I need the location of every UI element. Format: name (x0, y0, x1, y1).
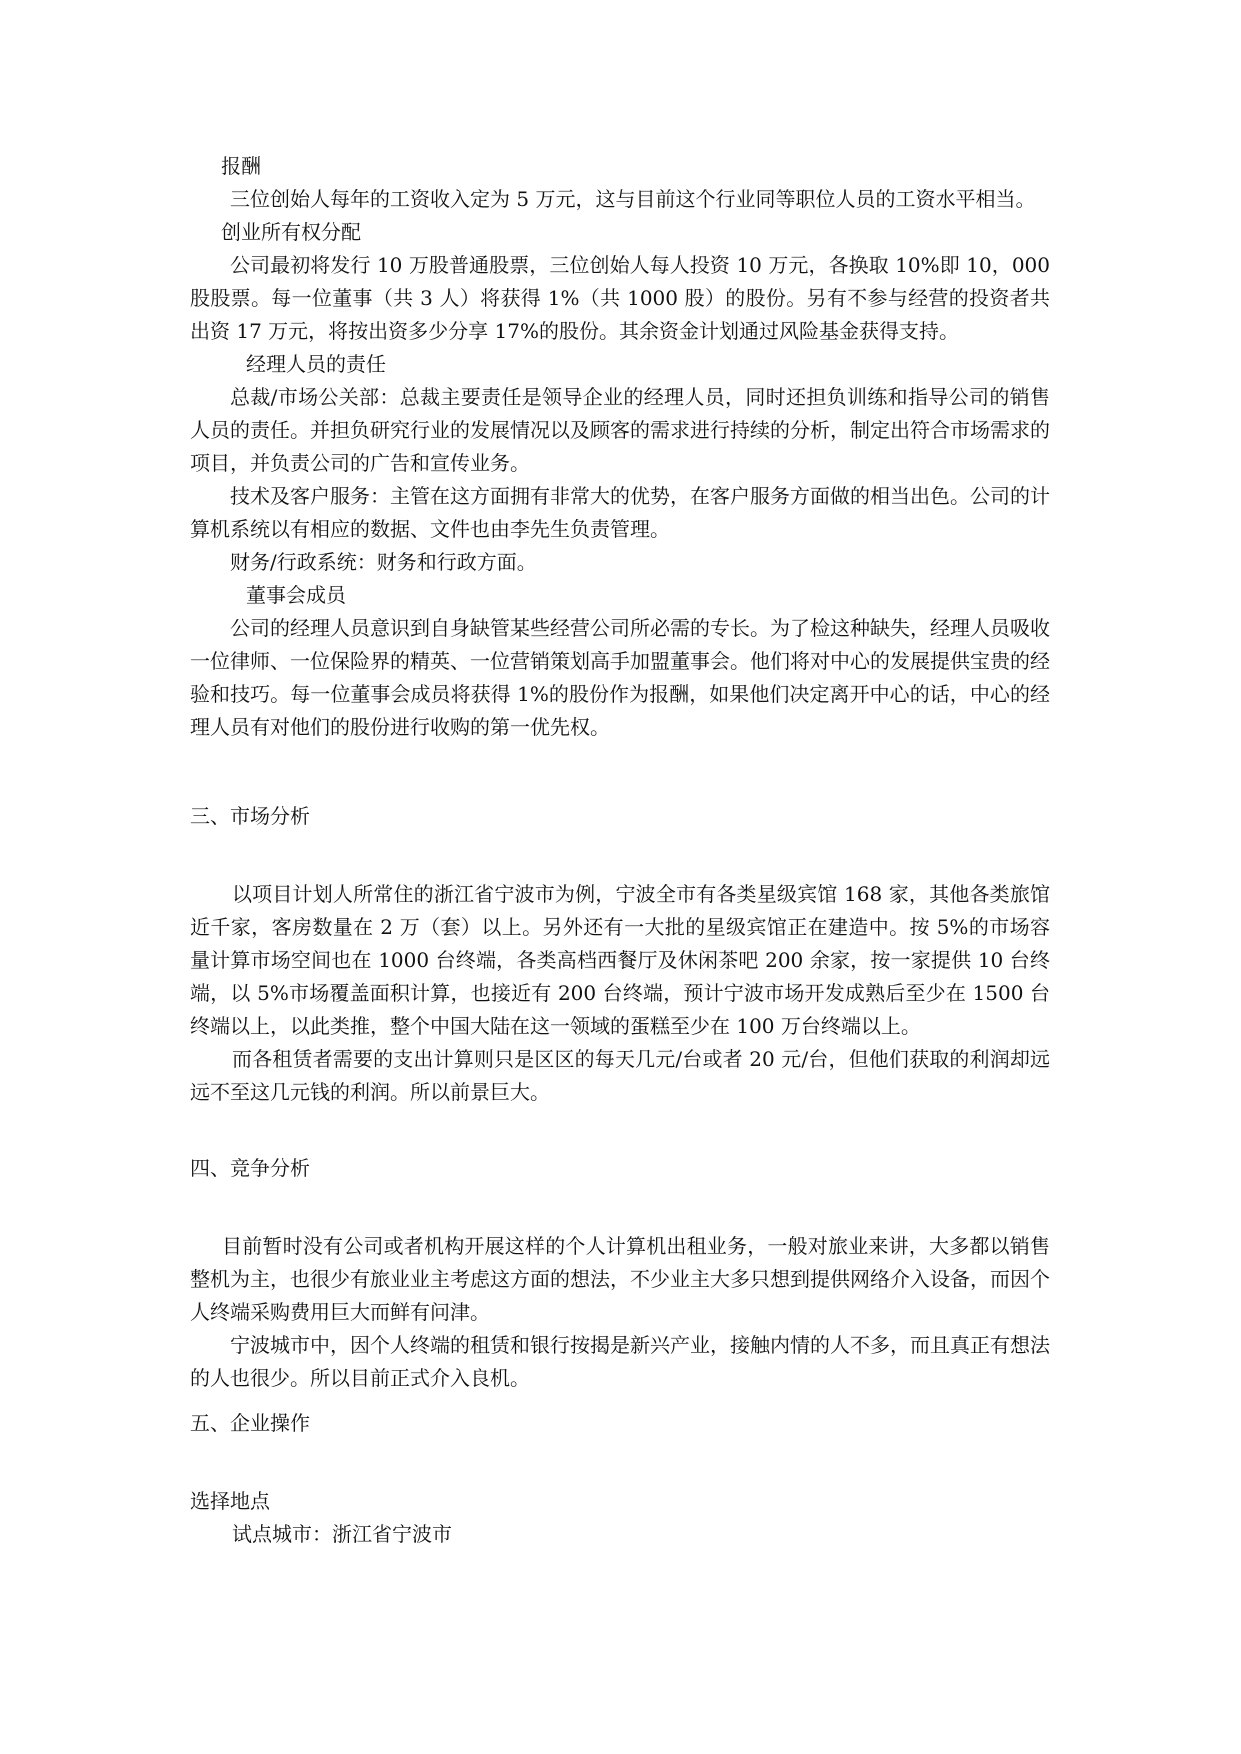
paragraph-market-1: 以项目计划人所常住的浙江省宁波市为例，宁波全市有各类星级宾馆 168 家，其他各类旅馆近千家，客房数量在 2 万（套）以上。另外还有一大批的星级宾馆正在建造中。按 5%的市场容量计算市场空间也在 1000 台终端，各类高档西餐厅及休闲茶吧 200 余家，按一家提供 10 台终端，以 5%市场覆盖面积计算，也接近有 200 台终端，预计宁波市场开发成熟后至少在 1500 台终端以上，以此类推，整个中国大陆在这一领域的蛋糕至少在 100 万台终端以上。 (190, 882, 1050, 1038)
competition-section (190, 1152, 1050, 1185)
paragraph-compensation: 三位创始人每年的工资收入定为 5 万元，这与目前这个行业同等职位人员的工资水平相当。 (230, 187, 1036, 211)
section-title-competition: 四、竞争分析 (190, 1156, 310, 1180)
heading-compensation: 报酬 (221, 154, 261, 178)
competition-body (190, 1230, 1050, 1395)
section-title-market: 三、市场分析 (190, 804, 310, 828)
paragraph-competition-1: 目前暂时没有公司或者机构开展这样的个人计算机出租业务，一般对旅业来讲，大多都以销售整机为主，也很少有旅业业主考虑这方面的想法，不少业主大多只想到提供网络介入设备，而因个人终端采购费用巨大而鲜有问津。 (190, 1234, 1050, 1324)
heading-location: 选择地点 (190, 1489, 270, 1513)
paragraph-finance: 财务/行政系统：财务和行政方面。 (230, 550, 537, 574)
operations-section (190, 1407, 1050, 1440)
paragraph-market-2: 而各租赁者需要的支出计算则只是区区的每天几元/台或者 20 元/台，但他们获取的利润却远远不至这几元钱的利润。所以前景巨大。 (190, 1047, 1050, 1104)
heading-board: 董事会成员 (246, 583, 346, 607)
heading-manager-duties: 经理人员的责任 (246, 352, 386, 376)
paragraph-competition-2: 宁波城市中，因个人终端的租赁和银行按揭是新兴产业，接触内情的人不多，而且真正有想法的人也很少。所以目前正式介入良机。 (190, 1333, 1050, 1390)
section-title-operations: 五、企业操作 (190, 1411, 310, 1435)
paragraph-ownership: 公司最初将发行 10 万股普通股票，三位创始人每人投资 10 万元，各换取 10%即 10，000 股股票。每一位董事（共 3 人）将获得 1%（共 1000 股）的股份。另有不参与经营的投资者共出资 17 万元，将按出资多少分享 17%的股份。其余资金计划通过风险基金获得支持。 (190, 253, 1050, 343)
market-analysis-body (190, 878, 1050, 1109)
paragraph-tech-service: 技术及客户服务：主管在这方面拥有非常大的优势，在客户服务方面做的相当出色。公司的计算机系统以有相应的数据、文件也由李先生负责管理。 (190, 484, 1050, 541)
paragraph-president: 总裁/市场公关部：总裁主要责任是领导企业的经理人员，同时还担负训练和指导公司的销售人员的责任。并担负研究行业的发展情况以及顾客的需求进行持续的分析，制定出符合市场需求的项目，并负责公司的广告和宣传业务。 (190, 385, 1050, 475)
paragraph-board: 公司的经理人员意识到自身缺管某些经营公司所必需的专长。为了检这种缺失，经理人员吸收一位律师、一位保险界的精英、一位营销策划高手加盟董事会。他们将对中心的发展提供宝贵的经验和技巧。每一位董事会成员将获得 1%的股份作为报酬，如果他们决定离开中心的话，中心的经理人员有对他们的股份进行收购的第一优先权。 (190, 616, 1050, 739)
market-analysis-section (190, 800, 1050, 833)
heading-ownership: 创业所有权分配 (221, 220, 361, 244)
operations-body (190, 1485, 1050, 1551)
ownership-section (190, 150, 1050, 744)
paragraph-pilot-city: 试点城市：浙江省宁波市 (232, 1522, 452, 1546)
